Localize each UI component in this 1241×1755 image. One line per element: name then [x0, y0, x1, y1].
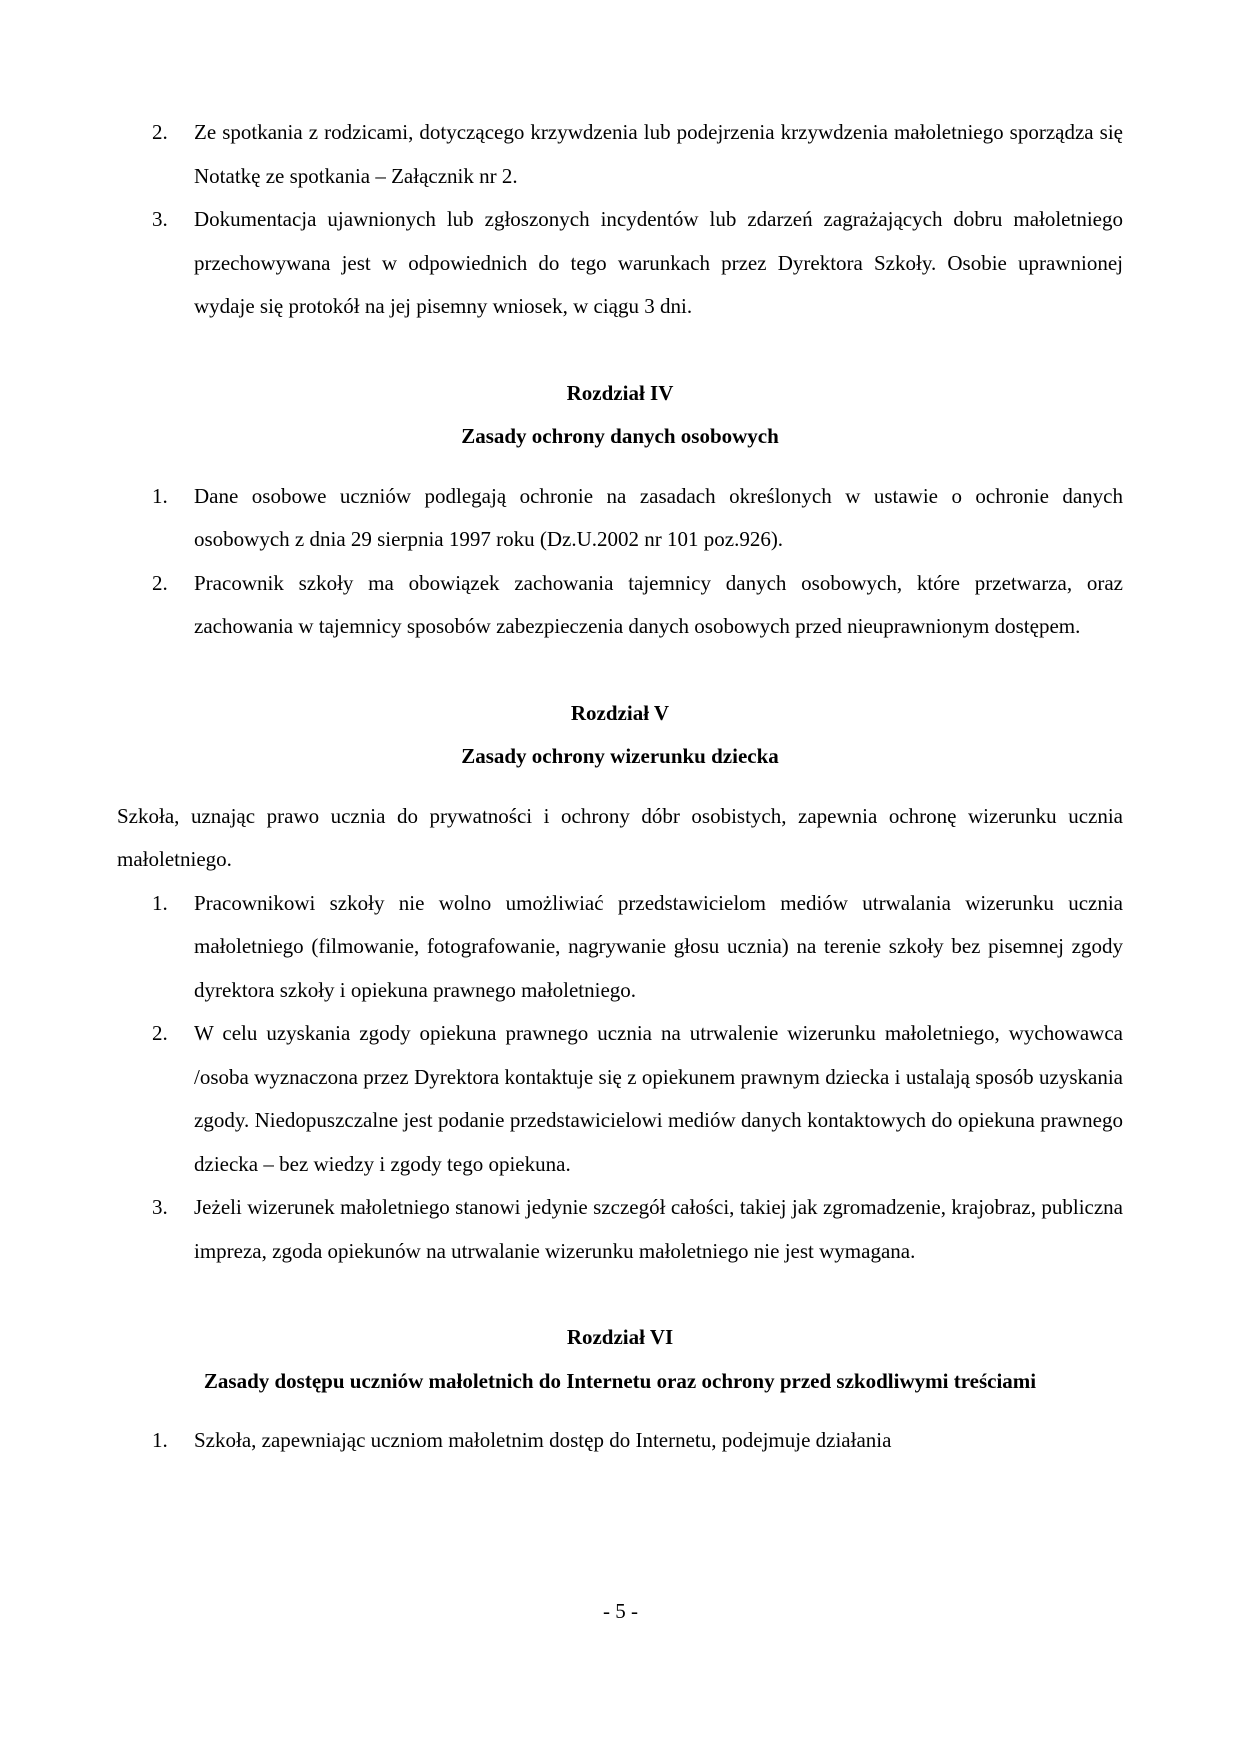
list-item-text: W celu uzyskania zgody opiekuna prawnego ucznia na utrwalenie wizerunku małoletniego, wychowawca /osoba wyznaczona przez Dyrektora kontaktuje się z opiekunem prawnym dziecka i ustalają sposób uzyskania zgody. Niedopuszczalne jest podanie przedstawicielowi mediów danych kontaktowych do opiekuna prawnego dziecka – bez wiedzy i zgody tego opiekuna.: [194, 1021, 1123, 1176]
list-item: [117, 111, 1123, 198]
page-number: - 5 -: [603, 1599, 638, 1623]
list-item-number: 3.: [152, 1195, 168, 1219]
list-item-text: Jeżeli wizerunek małoletniego stanowi jedynie szczegół całości, takiej jak zgromadzenie, krajobraz, publiczna impreza, zgoda opiekunów na utrwalanie wizerunku małoletniego nie jest wymagana.: [194, 1195, 1123, 1263]
list-item: [117, 882, 1123, 1013]
chapter-6-title: Zasady dostępu uczniów małoletnich do Internetu oraz ochrony przed szkodliwymi treściami: [203, 1368, 1037, 1393]
chapter-5-list: [117, 882, 1123, 1274]
chapter-5-intro: Szkoła, uznając prawo ucznia do prywatności i ochrony dóbr osobistych, zapewnia ochronę wizerunku ucznia małoletniego.: [117, 803, 1123, 871]
list-item: [117, 562, 1123, 649]
list-item: [117, 1012, 1123, 1186]
list-item-text: Szkoła, zapewniając uczniom małoletnim dostęp do Internetu, podejmuje działania: [194, 1428, 892, 1452]
list-item: [117, 198, 1123, 329]
list-item-number: 2.: [152, 120, 168, 144]
list-item-number: 2.: [152, 1021, 168, 1045]
list-top: [117, 111, 1123, 329]
list-item-text: Dane osobowe uczniów podlegają ochronie na zasadach określonych w ustawie o ochronie danych osobowych z dnia 29 sierpnia 1997 roku (Dz.U.2002 nr 101 poz.926).: [194, 483, 1123, 551]
list-item-number: 1.: [152, 483, 168, 508]
chapter-5-number: Rozdział V: [570, 700, 670, 725]
list-item-text: Pracownik szkoły ma obowiązek zachowania tajemnicy danych osobowych, które przetwarza, oraz zachowania w tajemnicy sposobów zabezpieczenia danych osobowych przed nieuprawnionym dostępem.: [194, 570, 1123, 638]
list-item-number: 3.: [152, 207, 168, 231]
chapter-4-title: Zasady ochrony danych osobowych: [461, 424, 779, 448]
chapter-4-number: Rozdział IV: [566, 380, 674, 405]
list-item-number: 1.: [152, 890, 168, 915]
list-item-text: Ze spotkania z rodzicami, dotyczącego krzywdzenia lub podejrzenia krzywdzenia małoletniego sporządza się Notatkę ze spotkania – Załącznik nr 2.: [194, 120, 1123, 188]
chapter-4-list: [117, 475, 1123, 649]
list-item-text: Dokumentacja ujawnionych lub zgłoszonych incydentów lub zdarzeń zagrażających dobru małoletniego przechowywana jest w odpowiednich do tego warunkach przez Dyrektora Szkoły. Osobie uprawnionej wydaje się protokół na jej pisemny wniosek, w ciągu 3 dni.: [194, 207, 1123, 318]
list-item: [117, 475, 1123, 562]
list-item-text: Pracownikowi szkoły nie wolno umożliwiać przedstawicielom mediów utrwalania wizerunku ucznia małoletniego (filmowanie, fotografowanie, nagrywanie głosu ucznia) na terenie szkoły bez pisemnej zgody dyrektora szkoły i opiekuna prawnego małoletniego.: [194, 890, 1123, 1002]
list-item: [117, 1419, 1123, 1463]
list-item: [117, 1186, 1123, 1273]
list-item-number: 2.: [152, 570, 168, 595]
chapter-6-number: Rozdział VI: [566, 1325, 674, 1349]
chapter-6-list: [117, 1419, 1123, 1463]
chapter-5-title: Zasady ochrony wizerunku dziecka: [461, 744, 779, 768]
document-page: [117, 111, 1123, 1463]
list-item-number: 1.: [152, 1428, 168, 1452]
